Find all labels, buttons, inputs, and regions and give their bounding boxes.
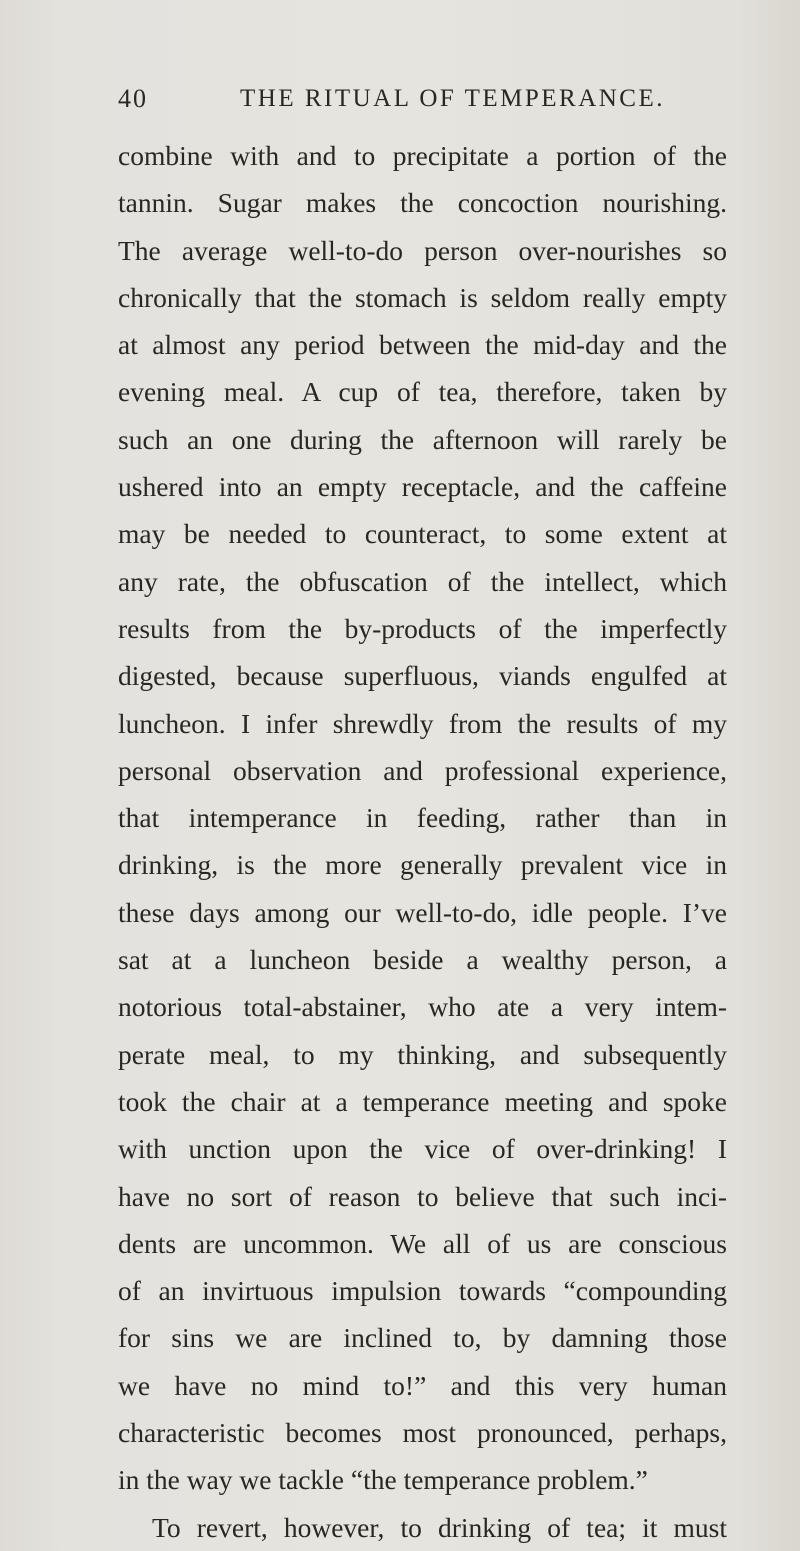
- text-line: in the way we tackle “the temperance problem.”: [118, 1464, 648, 1496]
- page-number: 40: [118, 84, 148, 113]
- text-line: that intemperance in feeding, rather than in: [118, 802, 727, 834]
- text-line: drinking, is the more generally prevalent vice in: [118, 849, 727, 881]
- text-line: results from the by-products of the imperfectly: [118, 612, 727, 644]
- text-line: chronically that the stomach is seldom really empty: [118, 281, 727, 313]
- body-text: [118, 132, 727, 1551]
- text-line: ushered into an empty receptacle, and the caffeine: [118, 471, 727, 503]
- text-line: The average well-to-do person over-nourishes so: [118, 234, 727, 266]
- text-line: combine with and to precipitate a portion of the: [118, 140, 727, 171]
- text-line: digested, because superfluous, viands engulfed at: [118, 660, 727, 692]
- text-line: any rate, the obfuscation of the intellect, which: [118, 565, 727, 597]
- text-line: took the chair at a temperance meeting and spoke: [118, 1085, 727, 1117]
- text-line: with unction upon the vice of over-drinking! I: [118, 1133, 727, 1165]
- text-line: such an one during the afternoon will rarely be: [118, 423, 727, 455]
- text-line: luncheon. I infer shrewdly from the results of my: [118, 707, 727, 739]
- text-line: dents are uncommon. We all of us are conscious: [118, 1227, 727, 1259]
- text-line: perate meal, to my thinking, and subsequently: [118, 1038, 727, 1070]
- running-head: [118, 82, 728, 116]
- running-title: THE RITUAL OF TEMPERANCE.: [240, 85, 665, 112]
- text-line: have no sort of reason to believe that such inci-: [118, 1180, 727, 1212]
- text-line: notorious total-abstainer, who ate a very intem-: [118, 991, 727, 1023]
- text-line: at almost any period between the mid-day and the: [118, 329, 727, 361]
- text-line: these days among our well-to-do, idle people. I’ve: [118, 896, 727, 928]
- text-line: for sins we are inclined to, by damning those: [118, 1322, 727, 1354]
- text-line: sat at a luncheon beside a wealthy person, a: [118, 944, 727, 976]
- text-line: characteristic becomes most pronounced, perhaps,: [118, 1417, 727, 1449]
- paragraph-start-line: To revert, however, to drinking of tea; it must: [152, 1511, 727, 1543]
- text-line: of an invirtuous impulsion towards “compounding: [118, 1275, 727, 1307]
- text-line: tannin. Sugar makes the concoction nourishing.: [118, 187, 727, 219]
- text-line: we have no mind to!” and this very human: [118, 1369, 727, 1401]
- text-line: personal observation and professional experience,: [118, 754, 727, 786]
- text-line: may be needed to counteract, to some extent at: [118, 518, 727, 550]
- text-line: evening meal. A cup of tea, therefore, taken by: [118, 376, 727, 408]
